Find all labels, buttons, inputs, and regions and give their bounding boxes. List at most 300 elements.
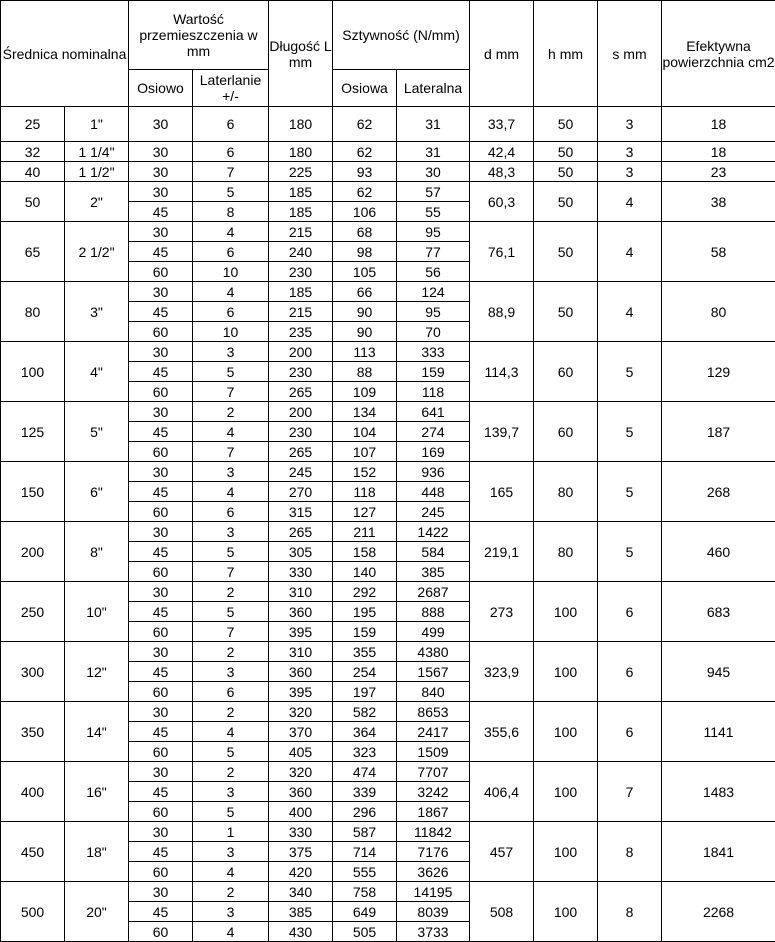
effective-area-cell: 1841 xyxy=(662,822,775,882)
axial-stiffness-cell: 197 xyxy=(333,682,397,702)
axial-stiffness-cell: 714 xyxy=(333,842,397,862)
nominal-diameter-inch-cell: 8" xyxy=(65,522,129,582)
lateral-stiffness-cell: 8653 xyxy=(397,702,470,722)
axial-displacement-cell: 30 xyxy=(129,162,193,182)
d-cell: 355,6 xyxy=(470,702,534,762)
axial-displacement-cell: 45 xyxy=(129,202,193,222)
s-cell: 5 xyxy=(598,462,662,522)
effective-area-cell: 129 xyxy=(662,342,775,402)
effective-area-cell: 58 xyxy=(662,222,775,282)
d-cell: 60,3 xyxy=(470,182,534,222)
length-cell: 360 xyxy=(269,602,333,622)
axial-stiffness-cell: 66 xyxy=(333,282,397,302)
lateral-displacement-cell: 5 xyxy=(193,602,269,622)
lateral-stiffness-cell: 840 xyxy=(397,682,470,702)
axial-displacement-cell: 30 xyxy=(129,822,193,842)
s-cell: 3 xyxy=(598,162,662,182)
table-row xyxy=(1,342,775,362)
lateral-stiffness-cell: 55 xyxy=(397,202,470,222)
lateral-stiffness-cell: 3626 xyxy=(397,862,470,882)
length-cell: 225 xyxy=(269,162,333,182)
lateral-stiffness-cell: 56 xyxy=(397,262,470,282)
lateral-stiffness-cell: 1422 xyxy=(397,522,470,542)
axial-displacement-cell: 45 xyxy=(129,722,193,742)
axial-displacement-cell: 30 xyxy=(129,402,193,422)
lateral-stiffness-cell: 936 xyxy=(397,462,470,482)
lateral-displacement-cell: 2 xyxy=(193,882,269,902)
s-cell: 4 xyxy=(598,222,662,282)
table-row xyxy=(1,762,775,782)
nominal-diameter-inch-cell: 2" xyxy=(65,182,129,222)
axial-displacement-cell: 60 xyxy=(129,862,193,882)
lateral-displacement-cell: 2 xyxy=(193,762,269,782)
s-cell: 8 xyxy=(598,882,662,942)
effective-area-cell: 2268 xyxy=(662,882,775,942)
length-cell: 215 xyxy=(269,302,333,322)
lateral-displacement-cell: 5 xyxy=(193,182,269,202)
lateral-displacement-cell: 4 xyxy=(193,282,269,302)
s-cell: 5 xyxy=(598,522,662,582)
h-cell: 60 xyxy=(534,402,598,462)
axial-stiffness-cell: 127 xyxy=(333,502,397,522)
lateral-displacement-cell: 3 xyxy=(193,902,269,922)
axial-displacement-cell: 45 xyxy=(129,482,193,502)
nominal-diameter-dn-cell: 25 xyxy=(1,107,65,142)
nominal-diameter-inch-cell: 12" xyxy=(65,642,129,702)
header-stiffness: Sztywność (N/mm) xyxy=(333,1,470,70)
nominal-diameter-inch-cell: 2 1/2" xyxy=(65,222,129,282)
length-cell: 185 xyxy=(269,282,333,302)
axial-stiffness-cell: 254 xyxy=(333,662,397,682)
axial-displacement-cell: 30 xyxy=(129,222,193,242)
length-cell: 230 xyxy=(269,362,333,382)
length-cell: 265 xyxy=(269,382,333,402)
length-cell: 305 xyxy=(269,542,333,562)
lateral-displacement-cell: 7 xyxy=(193,562,269,582)
lateral-displacement-cell: 5 xyxy=(193,742,269,762)
s-cell: 4 xyxy=(598,282,662,342)
lateral-displacement-cell: 5 xyxy=(193,802,269,822)
table-row xyxy=(1,642,775,662)
d-cell: 457 xyxy=(470,822,534,882)
axial-displacement-cell: 60 xyxy=(129,322,193,342)
s-cell: 6 xyxy=(598,642,662,702)
length-cell: 245 xyxy=(269,462,333,482)
axial-stiffness-cell: 292 xyxy=(333,582,397,602)
axial-stiffness-cell: 195 xyxy=(333,602,397,622)
nominal-diameter-inch-cell: 18" xyxy=(65,822,129,882)
lateral-stiffness-cell: 57 xyxy=(397,182,470,202)
lateral-stiffness-cell: 31 xyxy=(397,107,470,142)
lateral-displacement-cell: 8 xyxy=(193,202,269,222)
axial-displacement-cell: 60 xyxy=(129,442,193,462)
h-cell: 50 xyxy=(534,222,598,282)
nominal-diameter-dn-cell: 125 xyxy=(1,402,65,462)
table-row xyxy=(1,402,775,422)
lateral-displacement-cell: 4 xyxy=(193,722,269,742)
axial-stiffness-cell: 323 xyxy=(333,742,397,762)
nominal-diameter-inch-cell: 16" xyxy=(65,762,129,822)
h-cell: 60 xyxy=(534,342,598,402)
lateral-stiffness-cell: 124 xyxy=(397,282,470,302)
length-cell: 400 xyxy=(269,802,333,822)
length-cell: 395 xyxy=(269,622,333,642)
axial-displacement-cell: 30 xyxy=(129,522,193,542)
header-stiffness-lateral: Lateralna xyxy=(397,70,470,107)
axial-displacement-cell: 60 xyxy=(129,502,193,522)
axial-displacement-cell: 30 xyxy=(129,182,193,202)
lateral-stiffness-cell: 70 xyxy=(397,322,470,342)
nominal-diameter-inch-cell: 1 1/2" xyxy=(65,162,129,182)
length-cell: 430 xyxy=(269,922,333,942)
lateral-stiffness-cell: 118 xyxy=(397,382,470,402)
axial-displacement-cell: 45 xyxy=(129,662,193,682)
d-cell: 88,9 xyxy=(470,282,534,342)
effective-area-cell: 187 xyxy=(662,402,775,462)
lateral-displacement-cell: 7 xyxy=(193,382,269,402)
axial-stiffness-cell: 158 xyxy=(333,542,397,562)
header-stiffness-axial: Osiowa xyxy=(333,70,397,107)
length-cell: 395 xyxy=(269,682,333,702)
lateral-displacement-cell: 6 xyxy=(193,107,269,142)
header-axial: Osiowo xyxy=(129,70,193,107)
lateral-displacement-cell: 3 xyxy=(193,522,269,542)
length-cell: 235 xyxy=(269,322,333,342)
lateral-displacement-cell: 6 xyxy=(193,142,269,162)
lateral-displacement-cell: 6 xyxy=(193,682,269,702)
nominal-diameter-dn-cell: 150 xyxy=(1,462,65,522)
effective-area-cell: 268 xyxy=(662,462,775,522)
nominal-diameter-dn-cell: 32 xyxy=(1,142,65,162)
d-cell: 33,7 xyxy=(470,107,534,142)
axial-displacement-cell: 45 xyxy=(129,542,193,562)
lateral-displacement-cell: 2 xyxy=(193,642,269,662)
h-cell: 80 xyxy=(534,462,598,522)
nominal-diameter-dn-cell: 100 xyxy=(1,342,65,402)
axial-stiffness-cell: 339 xyxy=(333,782,397,802)
length-cell: 420 xyxy=(269,862,333,882)
h-cell: 50 xyxy=(534,162,598,182)
lateral-displacement-cell: 3 xyxy=(193,462,269,482)
lateral-stiffness-cell: 3733 xyxy=(397,922,470,942)
header-length: Długość L mm xyxy=(269,1,333,107)
lateral-displacement-cell: 7 xyxy=(193,622,269,642)
length-cell: 405 xyxy=(269,742,333,762)
axial-displacement-cell: 30 xyxy=(129,282,193,302)
d-cell: 273 xyxy=(470,582,534,642)
lateral-stiffness-cell: 641 xyxy=(397,402,470,422)
d-cell: 406,4 xyxy=(470,762,534,822)
axial-displacement-cell: 45 xyxy=(129,302,193,322)
nominal-diameter-inch-cell: 20" xyxy=(65,882,129,942)
nominal-diameter-dn-cell: 40 xyxy=(1,162,65,182)
nominal-diameter-inch-cell: 1 1/4" xyxy=(65,142,129,162)
axial-stiffness-cell: 106 xyxy=(333,202,397,222)
h-cell: 100 xyxy=(534,702,598,762)
lateral-displacement-cell: 3 xyxy=(193,782,269,802)
axial-displacement-cell: 30 xyxy=(129,762,193,782)
lateral-stiffness-cell: 31 xyxy=(397,142,470,162)
length-cell: 370 xyxy=(269,722,333,742)
d-cell: 114,3 xyxy=(470,342,534,402)
length-cell: 375 xyxy=(269,842,333,862)
axial-stiffness-cell: 62 xyxy=(333,182,397,202)
nominal-diameter-dn-cell: 450 xyxy=(1,822,65,882)
h-cell: 50 xyxy=(534,182,598,222)
table-row xyxy=(1,142,775,162)
s-cell: 7 xyxy=(598,762,662,822)
table-row xyxy=(1,522,775,542)
lateral-stiffness-cell: 888 xyxy=(397,602,470,622)
length-cell: 230 xyxy=(269,262,333,282)
effective-area-cell: 18 xyxy=(662,142,775,162)
lateral-stiffness-cell: 8039 xyxy=(397,902,470,922)
lateral-displacement-cell: 6 xyxy=(193,302,269,322)
lateral-stiffness-cell: 95 xyxy=(397,302,470,322)
lateral-stiffness-cell: 95 xyxy=(397,222,470,242)
axial-stiffness-cell: 93 xyxy=(333,162,397,182)
length-cell: 200 xyxy=(269,342,333,362)
h-cell: 100 xyxy=(534,882,598,942)
length-cell: 330 xyxy=(269,822,333,842)
h-cell: 50 xyxy=(534,282,598,342)
lateral-stiffness-cell: 11842 xyxy=(397,822,470,842)
axial-stiffness-cell: 140 xyxy=(333,562,397,582)
table-row xyxy=(1,582,775,602)
length-cell: 360 xyxy=(269,782,333,802)
axial-displacement-cell: 60 xyxy=(129,802,193,822)
header-effective-area: Efektywna powierzchnia cm2 xyxy=(662,1,775,107)
lateral-displacement-cell: 6 xyxy=(193,242,269,262)
axial-stiffness-cell: 90 xyxy=(333,302,397,322)
axial-displacement-cell: 30 xyxy=(129,142,193,162)
effective-area-cell: 80 xyxy=(662,282,775,342)
lateral-displacement-cell: 7 xyxy=(193,162,269,182)
lateral-stiffness-cell: 333 xyxy=(397,342,470,362)
nominal-diameter-inch-cell: 14" xyxy=(65,702,129,762)
length-cell: 385 xyxy=(269,902,333,922)
nominal-diameter-dn-cell: 65 xyxy=(1,222,65,282)
axial-stiffness-cell: 109 xyxy=(333,382,397,402)
s-cell: 3 xyxy=(598,142,662,162)
lateral-stiffness-cell: 3242 xyxy=(397,782,470,802)
axial-stiffness-cell: 62 xyxy=(333,107,397,142)
d-cell: 508 xyxy=(470,882,534,942)
length-cell: 185 xyxy=(269,202,333,222)
h-cell: 50 xyxy=(534,142,598,162)
lateral-stiffness-cell: 4380 xyxy=(397,642,470,662)
lateral-displacement-cell: 1 xyxy=(193,822,269,842)
nominal-diameter-inch-cell: 6" xyxy=(65,462,129,522)
axial-stiffness-cell: 211 xyxy=(333,522,397,542)
effective-area-cell: 1483 xyxy=(662,762,775,822)
lateral-displacement-cell: 10 xyxy=(193,262,269,282)
axial-stiffness-cell: 159 xyxy=(333,622,397,642)
s-cell: 6 xyxy=(598,702,662,762)
lateral-stiffness-cell: 159 xyxy=(397,362,470,382)
nominal-diameter-dn-cell: 500 xyxy=(1,882,65,942)
s-cell: 8 xyxy=(598,822,662,882)
axial-displacement-cell: 45 xyxy=(129,362,193,382)
axial-displacement-cell: 30 xyxy=(129,107,193,142)
length-cell: 320 xyxy=(269,762,333,782)
axial-stiffness-cell: 364 xyxy=(333,722,397,742)
effective-area-cell: 683 xyxy=(662,582,775,642)
axial-stiffness-cell: 582 xyxy=(333,702,397,722)
lateral-stiffness-cell: 2687 xyxy=(397,582,470,602)
d-cell: 323,9 xyxy=(470,642,534,702)
axial-stiffness-cell: 587 xyxy=(333,822,397,842)
axial-stiffness-cell: 88 xyxy=(333,362,397,382)
lateral-displacement-cell: 4 xyxy=(193,922,269,942)
header-s: s mm xyxy=(598,1,662,107)
table-row xyxy=(1,822,775,842)
axial-stiffness-cell: 355 xyxy=(333,642,397,662)
header-h: h mm xyxy=(534,1,598,107)
d-cell: 139,7 xyxy=(470,402,534,462)
nominal-diameter-inch-cell: 4" xyxy=(65,342,129,402)
d-cell: 219,1 xyxy=(470,522,534,582)
length-cell: 240 xyxy=(269,242,333,262)
lateral-displacement-cell: 10 xyxy=(193,322,269,342)
table-row xyxy=(1,107,775,142)
lateral-stiffness-cell: 584 xyxy=(397,542,470,562)
effective-area-cell: 945 xyxy=(662,642,775,702)
axial-displacement-cell: 45 xyxy=(129,422,193,442)
d-cell: 165 xyxy=(470,462,534,522)
table-row xyxy=(1,702,775,722)
header-d: d mm xyxy=(470,1,534,107)
lateral-displacement-cell: 2 xyxy=(193,402,269,422)
length-cell: 180 xyxy=(269,107,333,142)
length-cell: 180 xyxy=(269,142,333,162)
table-row xyxy=(1,182,775,202)
axial-displacement-cell: 60 xyxy=(129,622,193,642)
d-cell: 48,3 xyxy=(470,162,534,182)
length-cell: 265 xyxy=(269,522,333,542)
lateral-stiffness-cell: 499 xyxy=(397,622,470,642)
axial-stiffness-cell: 474 xyxy=(333,762,397,782)
lateral-stiffness-cell: 2417 xyxy=(397,722,470,742)
d-cell: 76,1 xyxy=(470,222,534,282)
axial-stiffness-cell: 505 xyxy=(333,922,397,942)
header-lateral: Laterlanie +/- xyxy=(193,70,269,107)
lateral-displacement-cell: 3 xyxy=(193,842,269,862)
length-cell: 310 xyxy=(269,642,333,662)
nominal-diameter-dn-cell: 350 xyxy=(1,702,65,762)
axial-displacement-cell: 45 xyxy=(129,782,193,802)
lateral-stiffness-cell: 14195 xyxy=(397,882,470,902)
axial-displacement-cell: 60 xyxy=(129,562,193,582)
effective-area-cell: 460 xyxy=(662,522,775,582)
h-cell: 50 xyxy=(534,107,598,142)
h-cell: 100 xyxy=(534,762,598,822)
length-cell: 330 xyxy=(269,562,333,582)
lateral-stiffness-cell: 30 xyxy=(397,162,470,182)
length-cell: 320 xyxy=(269,702,333,722)
axial-stiffness-cell: 118 xyxy=(333,482,397,502)
axial-displacement-cell: 45 xyxy=(129,242,193,262)
s-cell: 5 xyxy=(598,402,662,462)
nominal-diameter-dn-cell: 400 xyxy=(1,762,65,822)
h-cell: 80 xyxy=(534,522,598,582)
table-row xyxy=(1,462,775,482)
nominal-diameter-dn-cell: 250 xyxy=(1,582,65,642)
d-cell: 42,4 xyxy=(470,142,534,162)
effective-area-cell: 1141 xyxy=(662,702,775,762)
length-cell: 360 xyxy=(269,662,333,682)
lateral-displacement-cell: 3 xyxy=(193,662,269,682)
axial-displacement-cell: 60 xyxy=(129,742,193,762)
lateral-stiffness-cell: 385 xyxy=(397,562,470,582)
lateral-stiffness-cell: 7176 xyxy=(397,842,470,862)
table-header xyxy=(1,1,775,107)
h-cell: 100 xyxy=(534,582,598,642)
lateral-stiffness-cell: 1509 xyxy=(397,742,470,762)
lateral-displacement-cell: 5 xyxy=(193,542,269,562)
axial-stiffness-cell: 107 xyxy=(333,442,397,462)
lateral-displacement-cell: 2 xyxy=(193,702,269,722)
lateral-displacement-cell: 4 xyxy=(193,222,269,242)
nominal-diameter-dn-cell: 80 xyxy=(1,282,65,342)
lateral-stiffness-cell: 169 xyxy=(397,442,470,462)
length-cell: 200 xyxy=(269,402,333,422)
lateral-stiffness-cell: 245 xyxy=(397,502,470,522)
effective-area-cell: 38 xyxy=(662,182,775,222)
lateral-displacement-cell: 6 xyxy=(193,502,269,522)
nominal-diameter-inch-cell: 5" xyxy=(65,402,129,462)
s-cell: 5 xyxy=(598,342,662,402)
length-cell: 230 xyxy=(269,422,333,442)
axial-stiffness-cell: 649 xyxy=(333,902,397,922)
s-cell: 3 xyxy=(598,107,662,142)
table-row xyxy=(1,282,775,302)
length-cell: 340 xyxy=(269,882,333,902)
axial-stiffness-cell: 134 xyxy=(333,402,397,422)
axial-stiffness-cell: 68 xyxy=(333,222,397,242)
axial-displacement-cell: 60 xyxy=(129,682,193,702)
nominal-diameter-dn-cell: 200 xyxy=(1,522,65,582)
nominal-diameter-inch-cell: 10" xyxy=(65,582,129,642)
axial-displacement-cell: 60 xyxy=(129,922,193,942)
h-cell: 100 xyxy=(534,822,598,882)
table-row xyxy=(1,162,775,182)
length-cell: 265 xyxy=(269,442,333,462)
axial-displacement-cell: 45 xyxy=(129,842,193,862)
nominal-diameter-dn-cell: 300 xyxy=(1,642,65,702)
s-cell: 4 xyxy=(598,182,662,222)
axial-stiffness-cell: 105 xyxy=(333,262,397,282)
axial-stiffness-cell: 90 xyxy=(333,322,397,342)
axial-displacement-cell: 45 xyxy=(129,902,193,922)
axial-stiffness-cell: 152 xyxy=(333,462,397,482)
lateral-displacement-cell: 4 xyxy=(193,422,269,442)
lateral-stiffness-cell: 1867 xyxy=(397,802,470,822)
table-body xyxy=(1,107,775,942)
effective-area-cell: 23 xyxy=(662,162,775,182)
axial-displacement-cell: 30 xyxy=(129,702,193,722)
axial-displacement-cell: 30 xyxy=(129,882,193,902)
table-row xyxy=(1,222,775,242)
lateral-displacement-cell: 2 xyxy=(193,582,269,602)
effective-area-cell: 18 xyxy=(662,107,775,142)
axial-stiffness-cell: 98 xyxy=(333,242,397,262)
length-cell: 315 xyxy=(269,502,333,522)
nominal-diameter-inch-cell: 3" xyxy=(65,282,129,342)
axial-stiffness-cell: 104 xyxy=(333,422,397,442)
nominal-diameter-dn-cell: 50 xyxy=(1,182,65,222)
axial-stiffness-cell: 62 xyxy=(333,142,397,162)
